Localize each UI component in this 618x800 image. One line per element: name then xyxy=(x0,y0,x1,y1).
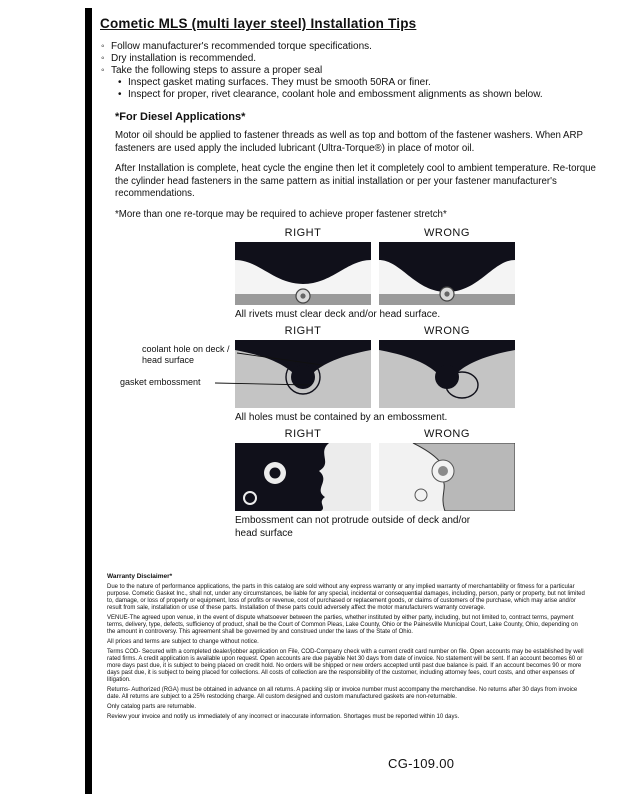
bullet-item: ◦ Follow manufacturer's recommended torque specifications. xyxy=(100,41,600,53)
diesel-paragraph-heat-cycle: After Installation is complete, heat cycle the engine then let it completely cool to ambient temperature. Re-torque the cylinder head fasteners in the same pattern as initial installation or per your fastener manufacturer's recommendations. xyxy=(115,163,596,199)
hole-containment-right-image xyxy=(235,340,371,408)
diesel-applications-heading: *For Diesel Applications* xyxy=(115,111,246,123)
page-code: CG-109.00 xyxy=(388,756,455,771)
warranty-disclaimer-section xyxy=(107,572,587,724)
diesel-applications-section xyxy=(100,111,600,221)
retorque-note: *More than one re-torque may be required to achieve proper fastener stretch* xyxy=(115,208,447,220)
warranty-paragraph: All prices and terms are subject to change without notice. xyxy=(107,639,259,645)
right-label: RIGHT xyxy=(284,428,322,440)
protrusion-wrong-image xyxy=(379,443,515,511)
right-label: RIGHT xyxy=(284,325,322,337)
bullet-item: ◦ Dry installation is recommended. xyxy=(100,53,600,65)
sub-bullet-item: • Inspect gasket mating surfaces. They must be smooth 50RA or finer. xyxy=(117,77,600,89)
sub-bullet-item: • Inspect for proper, rivet clearance, coolant hole and embossment alignments as shown below. xyxy=(117,89,600,101)
callout-gasket-embossment-label: gasket embossment xyxy=(120,377,201,387)
wrong-label: WRONG xyxy=(424,325,470,337)
rivet-clearance-right-image xyxy=(235,242,371,305)
warranty-paragraph: VENUE-The agreed upon venue, in the event of dispute whatsoever between the parties, whether instituted by either party, including, but not limited to, contract terms, payment terms, delivery, type, defects, sufficiency of product, shall be the Court of Common Pleas, Lake County, Ohio or the Painesville Municipal Court, Lake County, Ohio, depending on the amount in controversy. This agreement shall be governed by and construed under the laws of the State of Ohio. xyxy=(107,615,578,635)
installation-tips-section xyxy=(100,16,600,221)
diagram-caption-rivets: All rivets must clear deck and/or head surface. xyxy=(235,309,441,320)
page-edge-bar xyxy=(85,8,92,794)
embossment-protrusion-diagram xyxy=(235,428,515,540)
page-title: Cometic MLS (multi layer steel) Installation Tips xyxy=(100,16,417,31)
embossment-containment-diagram xyxy=(235,325,515,425)
rivet-clearance-diagram xyxy=(235,227,515,322)
callout-coolant-hole-label: coolant hole on deck / head surface xyxy=(142,344,230,365)
hole-containment-wrong-image xyxy=(379,340,515,408)
diesel-paragraph-oil: Motor oil should be applied to fastener threads as well as top and bottom of the fastener washers. When ARP fasteners are used apply the included lubricant (Ultra-Torque®) in place of motor oil. xyxy=(115,130,583,154)
warranty-paragraph: Review your invoice and notify us immediately of any incorrect or inaccurate information. Shortages must be reported within 10 days. xyxy=(107,714,460,720)
warranty-paragraph: Due to the nature of performance applications, the parts in this catalog are sold without any express warranty or any implied warranty of merchantability or fitness for a particular purpose. Cometic Gasket Inc., shall not, under any circumstances, be liable for any special, incidental or consequential damages, including, person, party or property, but not limited to, damage, or loss of property or equipment, loss of profits or revenue, cost of purchased or replacement goods, or claims of customers of the purchase, which may arise and/or result from sale, installation or use of these parts. Installation of these parts could adversely affect the motor manufacturers warranty coverage. xyxy=(107,584,585,611)
protrusion-right-image xyxy=(235,443,371,511)
warranty-paragraph: Only catalog parts are returnable. xyxy=(107,704,197,710)
right-label: RIGHT xyxy=(284,227,322,239)
wrong-label: WRONG xyxy=(424,227,470,239)
wrong-label: WRONG xyxy=(424,428,470,440)
diagram-caption-holes: All holes must be contained by an embossment. xyxy=(235,412,448,423)
warranty-heading: Warranty Disclaimer* xyxy=(107,573,173,580)
rivet-clearance-wrong-image xyxy=(379,242,515,305)
warranty-paragraph: Returns- Authorized (RGA) must be obtained in advance on all returns. A packing slip or invoice number must accompany the merchandise. No returns after 30 days from invoice date. All returns are subject to a 25% restocking charge. All custom designed and custom manufactured gaskets are non-returnable. xyxy=(107,687,578,700)
diagram-caption-protrusion: Embossment can not protrude outside of deck and/or head surface xyxy=(235,515,471,539)
warranty-paragraph: Terms COD- Secured with a completed dealer/jobber application on File, COD-Company check with a current credit card number on file. Open accounts may be established by well rated firms. A credit application is available upon request. Open accounts are due payable Net 30 days from date of invoice. No statement will be sent. If an account becomes 60 or more days past due, it is subject to being placed on credit hold. No orders will be shipped or new orders accepted until past due balance is paid. If an account becomes 90 or more days past due, it is subject to being placed for collections. All costs of collection are the responsibility of the customer, including attorney fees, court costs, and other expenses of litigation. xyxy=(107,649,584,683)
bullet-item: ◦ Take the following steps to assure a proper seal xyxy=(100,65,600,77)
